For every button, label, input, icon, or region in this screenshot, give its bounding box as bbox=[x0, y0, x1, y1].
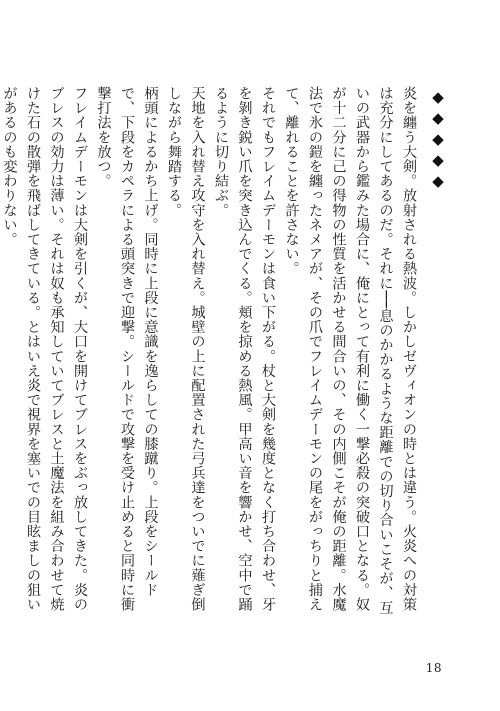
paragraph: 柄頭によるかち上げ。同時に上段に意識を逸らしての膝蹴り。上段をシールドで、下段をカペラによる頭突きで迎撃。シールドで攻撃を受け止めると同時に衝撃打法を放つ。 bbox=[95, 86, 159, 612]
paragraph: フレイムデーモンは大剣を引くが、大口を開けてブレスをぶっ放してきた。炎のブレスの効力は薄い。それは奴も承知していてブレスと土魔法を組み合わせて焼けた石の散弾を飛ばしてきている。とはいえ炎で視界を塞いでの目眩ましの狙いがあるのも変わりない。 bbox=[1, 86, 88, 612]
section-break-marker: ◆◆◆◆◆ bbox=[429, 88, 447, 193]
paragraph: 天地を入れ替え攻守を入れ替え。城壁の上に配置された弓兵達をついでに薙ぎ倒しながら舞踏する。 bbox=[166, 86, 206, 612]
page-number: 18 bbox=[425, 661, 442, 675]
paragraph: それでもフレイムデーモンは食い下がる。杖と大剣を幾度となく打ち合わせ、牙を剝き鋭い爪を突き込んでくる。頬を掠める熱風。甲高い音を響かせ、空中で踊るように切り結ぶ。 bbox=[213, 86, 276, 612]
vertical-text-body bbox=[1, 86, 420, 616]
paragraph: 炎を纏う大剣。放射される熱波。しかしゼヴィオンの時とは違う。火炎への対策は充分にしてあるのだ。それに──息のかかるような距離での切り合いこそが、互いの武器から鑑みた場合に、俺にとって有利に働く一撃必殺の突破口となる。奴が十二分に己の得物の性質を活かせる間合いの、その内側こそが俺の距離。水魔法で氷の鎧を纏ったネメアが、その爪でフレイムデーモンの尾をがっちりと捕えて、離れることを許さない。 bbox=[283, 86, 417, 615]
